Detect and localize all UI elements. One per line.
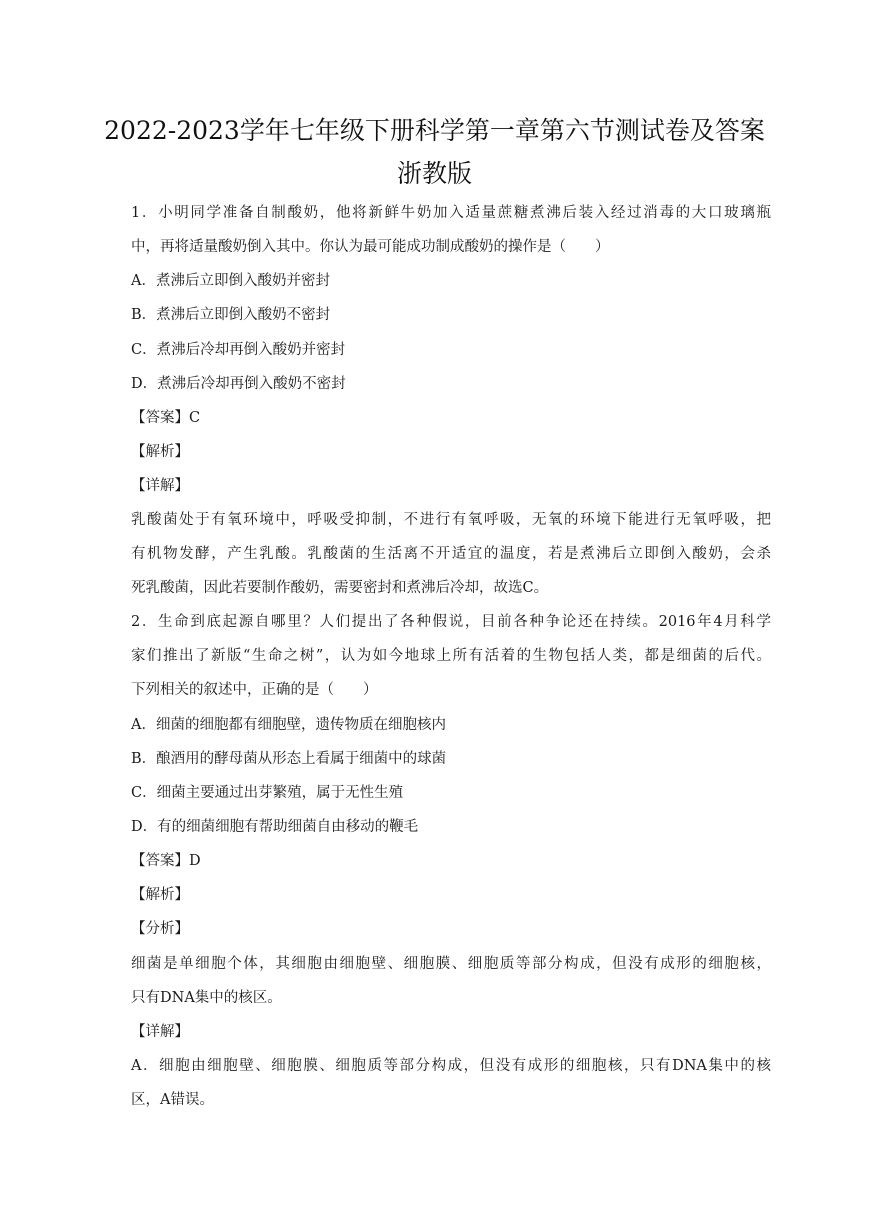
q1-analysis-label: 【解析】 [131,444,189,460]
document-subtitle: 浙教版 [396,159,472,188]
q1-detail-line-3: 死乳酸菌，因此若要制作酸奶，需要密封和煮沸后冷却，故选C。 [131,580,549,596]
q2-option-d: D．有的细菌细胞有帮助细菌自由移动的鞭毛 [131,819,419,835]
q1-option-a: A．煮沸后立即倒入酸奶并密封 [131,273,330,289]
q2-fenxi-line-1: 细菌是单细胞个体，其细胞由细胞壁、细胞膜、细胞质等部分构成，但没有成形的细胞核， [131,956,771,972]
q1-detail-label: 【详解】 [131,478,189,494]
q2-option-c: C．细菌主要通过出芽繁殖，属于无性生殖 [131,785,404,801]
q2-detail-line-1: A．细胞由细胞壁、细胞膜、细胞质等部分构成，但没有成形的细胞核，只有DNA集中的核 [131,1058,771,1074]
q1-detail-line-1: 乳酸菌处于有氧环境中，呼吸受抑制，不进行有氧呼吸，无氧的环境下能进行无氧呼吸，把 [131,512,771,528]
q1-detail-line-2: 有机物发酵，产生乳酸。乳酸菌的生活离不开适宜的温度，若是煮沸后立即倒入酸奶，会杀 [131,546,771,562]
q2-option-a: A．细菌的细胞都有细胞壁，遗传物质在细胞核内 [131,717,446,733]
q2-fenxi-line-2: 只有DNA集中的核区。 [131,990,282,1006]
q1-option-b: B．煮沸后立即倒入酸奶不密封 [131,307,331,323]
q1-answer: 【答案】C [131,410,201,426]
q2-detail-line-2: 区，A错误。 [131,1092,214,1108]
q2-stem-line-3: 下列相关的叙述中，正确的是（ ） [131,682,378,698]
q2-stem-line-1: 2．生命到底起源自哪里？人们提出了各种假说，目前各种争论还在持续。2016年4月科学 [131,614,771,630]
q1-stem-line-1: 1．小明同学准备自制酸奶，他将新鲜牛奶加入适量蔗糖煮沸后装入经过消毒的大口玻璃瓶 [131,205,771,221]
q1-option-d: D．煮沸后冷却再倒入酸奶不密封 [131,376,346,392]
q1-option-c: C．煮沸后冷却再倒入酸奶并密封 [131,342,346,358]
q2-fenxi-label: 【分析】 [131,921,189,937]
q2-detail-label: 【详解】 [131,1024,189,1040]
q1-stem-line-2: 中，再将适量酸奶倒入其中。你认为最可能成功制成酸奶的操作是（ ） [131,239,610,255]
q2-option-b: B．酿酒用的酵母菌从形态上看属于细菌中的球菌 [131,751,447,767]
q2-answer: 【答案】D [131,853,201,869]
q2-analysis-label: 【解析】 [131,887,189,903]
q2-stem-line-2: 家们推出了新版“生命之树”，认为如今地球上所有活着的生物包括人类，都是细菌的后代。 [131,648,771,664]
document-title: 2022-2023学年七年级下册科学第一章第六节测试卷及答案 [104,116,765,145]
